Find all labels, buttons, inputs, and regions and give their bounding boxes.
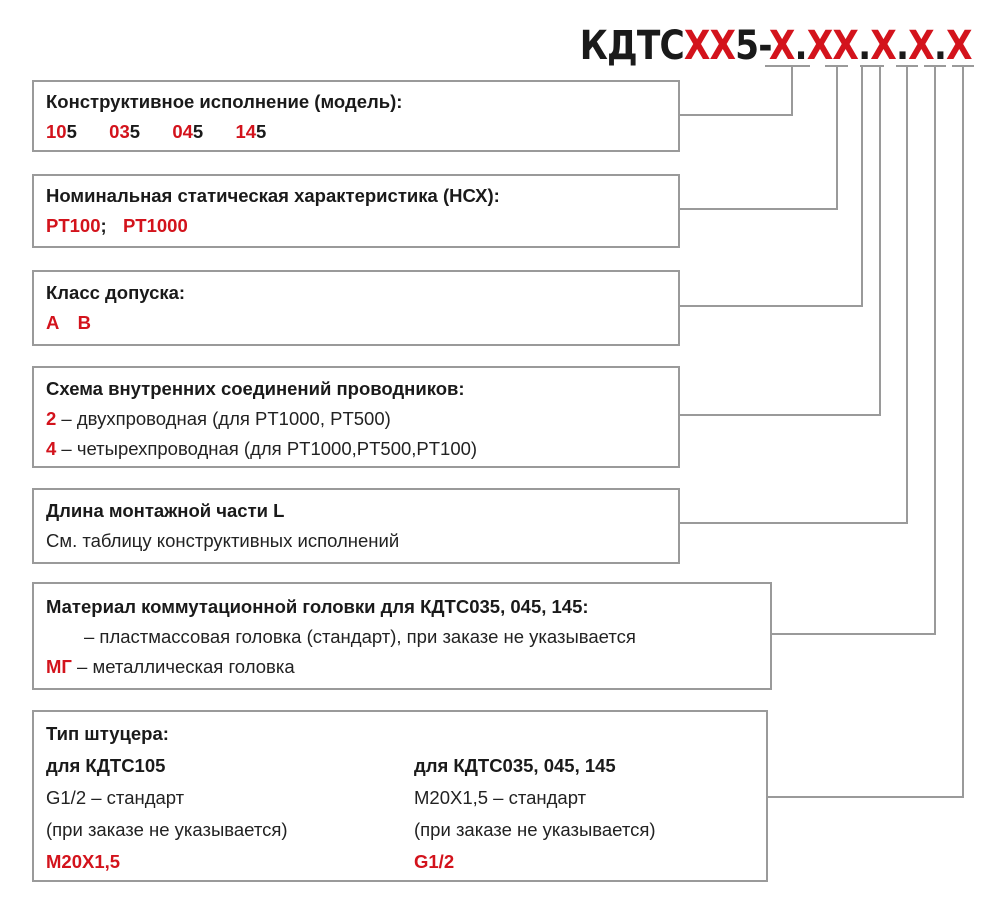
code-dot-1: . (794, 23, 808, 69)
code-wiring: X (870, 23, 897, 69)
fitting-title: Тип штуцера: (46, 723, 169, 744)
head-box (32, 582, 772, 690)
code-model-suffix: 5 (735, 23, 759, 69)
model-options (46, 117, 666, 147)
code-fitting: X (946, 23, 972, 69)
model-option-105: 105 (46, 121, 77, 142)
head-code-mg: МГ (46, 656, 72, 677)
tolerance-box (32, 270, 680, 346)
wiring-title: Схема внутренних соединений проводников: (46, 378, 465, 399)
wiring-code-2: 2 (46, 408, 57, 429)
length-text: См. таблицу конструктивных исполнений (46, 530, 400, 551)
head-title: Материал коммутационной головки для КДТС035, 045, 145: (46, 596, 589, 617)
wiring-row-4 (46, 434, 666, 464)
model-option-145: 145 (235, 121, 267, 142)
code-prefix: КДТС (580, 23, 685, 69)
model-option-035: 035 (109, 121, 141, 142)
nsh-separator: ; (100, 215, 107, 236)
length-box (32, 488, 680, 564)
nsh-box (32, 174, 680, 248)
fitting-box (32, 710, 768, 882)
fitting-right-column (414, 750, 656, 878)
wiring-row-2 (46, 404, 666, 434)
code-model-xx: XX (684, 23, 736, 69)
fitting-right-standard: M20X1,5 – стандарт (414, 787, 587, 808)
wiring-code-4: 4 (46, 438, 57, 459)
fitting-right-subtitle: для КДТС035, 045, 145 (414, 755, 616, 776)
code-dot-4: . (934, 23, 947, 69)
head-row-metal (46, 652, 758, 682)
nsh-options (46, 211, 666, 241)
model-option-045: 045 (172, 121, 204, 142)
connector-fitting (768, 66, 974, 797)
wiring-text-4: – четырехпроводная (для PT1000,PT500,PT100) (56, 438, 478, 459)
wiring-text-2: – двухпроводная (для PT1000, PT500) (56, 408, 391, 429)
tolerance-title: Класс допуска: (46, 282, 186, 303)
nsh-option-pt1000: PT1000 (122, 215, 188, 236)
fitting-left-option: М20Х1,5 (46, 851, 121, 872)
fitting-right-note: (при заказе не указывается) (414, 819, 656, 840)
code-dot-2: . (858, 23, 871, 69)
fitting-right-option: G1/2 (414, 851, 455, 872)
tolerance-option-a: А (46, 312, 60, 333)
fitting-left-column (46, 750, 288, 878)
tolerance-options (46, 308, 666, 338)
fitting-left-subtitle: для КДТС105 (46, 755, 166, 776)
length-title: Длина монтажной части L (46, 500, 285, 521)
fitting-left-standard: G1/2 – стандарт (46, 787, 185, 808)
connector-nsh (680, 66, 848, 209)
head-plastic-text: – пластмассовая головка (стандарт), при заказе не указывается (84, 626, 636, 647)
connector-model (680, 66, 810, 115)
nsh-title: Номинальная статическая характеристика (НСХ): (46, 185, 500, 206)
wiring-box (32, 366, 680, 468)
fitting-left-note: (при заказе не указывается) (46, 819, 288, 840)
head-metal-text: – металлическая головка (71, 656, 295, 677)
head-row-plastic (46, 622, 758, 652)
model-title: Конструктивное исполнение (модель): (46, 91, 403, 112)
nsh-option-pt100: PT100 (46, 215, 101, 236)
code-nsh: X (769, 23, 795, 69)
connector-length (680, 66, 918, 523)
connector-head (772, 66, 946, 634)
code-tolerance: XX (807, 23, 859, 69)
code-dash: - (758, 23, 770, 69)
code-length: X (908, 23, 935, 69)
connector-tolerance (680, 66, 884, 306)
connector-wiring (680, 66, 880, 415)
code-dot-3: . (896, 23, 909, 69)
tolerance-option-b: В (77, 312, 92, 333)
model-box (32, 80, 680, 152)
